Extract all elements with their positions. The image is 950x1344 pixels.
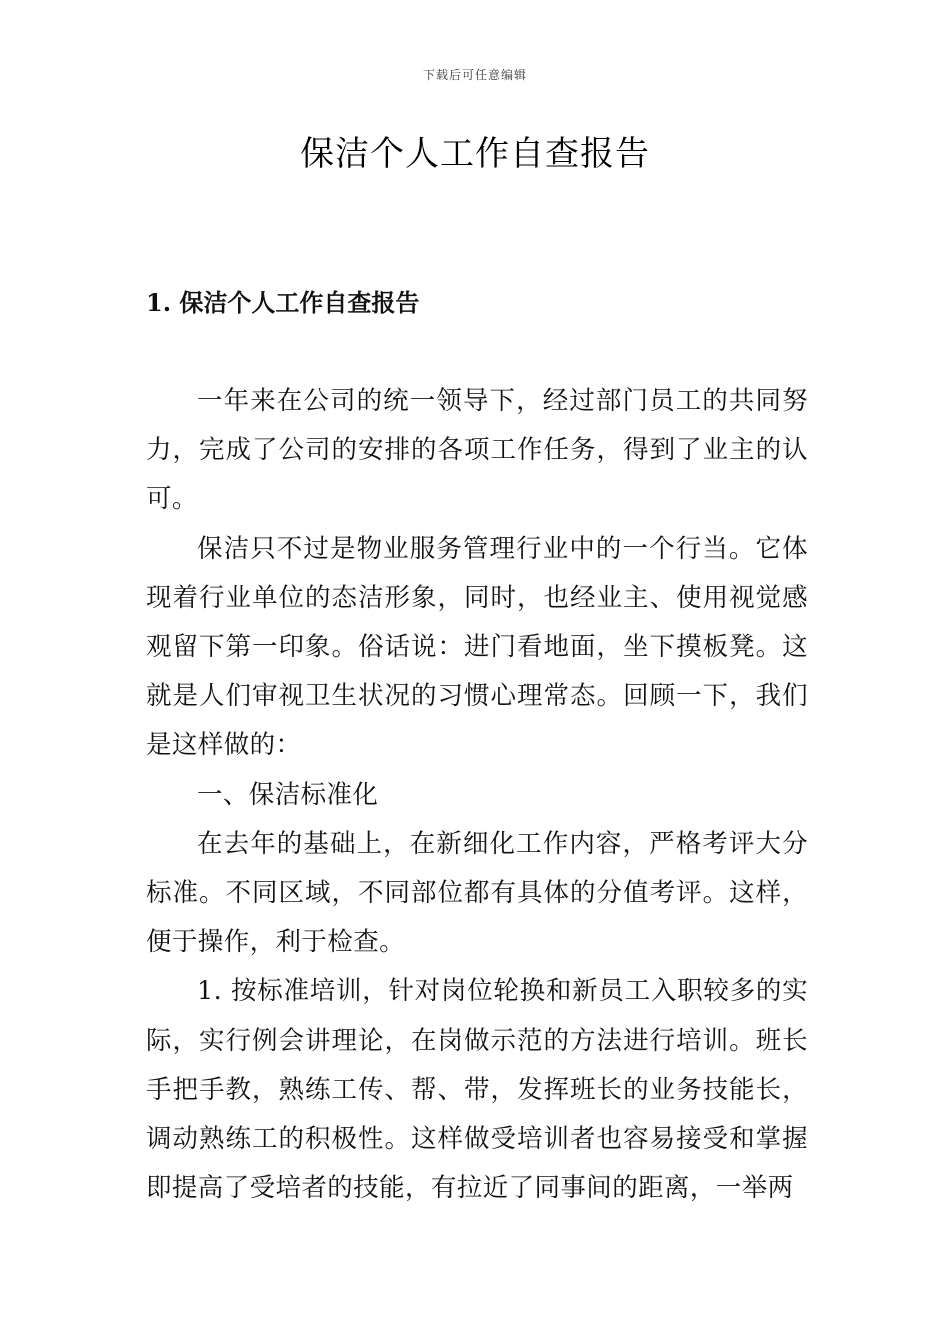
- paragraph-cleaning-role: 保洁只不过是物业服务管理行业中的一个行当。它体现着行业单位的态洁形象，同时，也经业主、使用视觉感观留下第一印象。俗话说：进门看地面，坐下摸板凳。这就是人们审视卫生状况的习惯心理常态。回顾一下，我们是这样做的：: [146, 533, 808, 761]
- document-title: 保洁个人工作自查报告: [300, 134, 650, 174]
- section-heading: 1. 保洁个人工作自查报告: [146, 288, 420, 317]
- paragraph-intro: 一年来在公司的统一领导下，经过部门员工的共同努力，完成了公司的安排的各项工作任务，得到了业主的认可。: [146, 386, 808, 515]
- header-note: 下载后可任意编辑: [422, 68, 527, 82]
- paragraph-standards: 在去年的基础上，在新细化工作内容，严格考评大分标准。不同区域，不同部位都有具体的分值考评。这样，便于操作，利于检查。: [146, 828, 808, 958]
- paragraph-training: 1. 按标准培训，针对岗位轮换和新员工入职较多的实际，实行例会讲理论，在岗做示范的方法进行培训。班长手把手教，熟练工传、帮、带，发挥班长的业务技能长，调动熟练工的积极性。这样做受培训者也容易接受和掌握即提高了受培者的技能，有拉近了同事间的距离，一举两: [146, 976, 808, 1204]
- body-text: [146, 377, 808, 1213]
- subheading-standardization: 一、保洁标准化: [197, 779, 379, 810]
